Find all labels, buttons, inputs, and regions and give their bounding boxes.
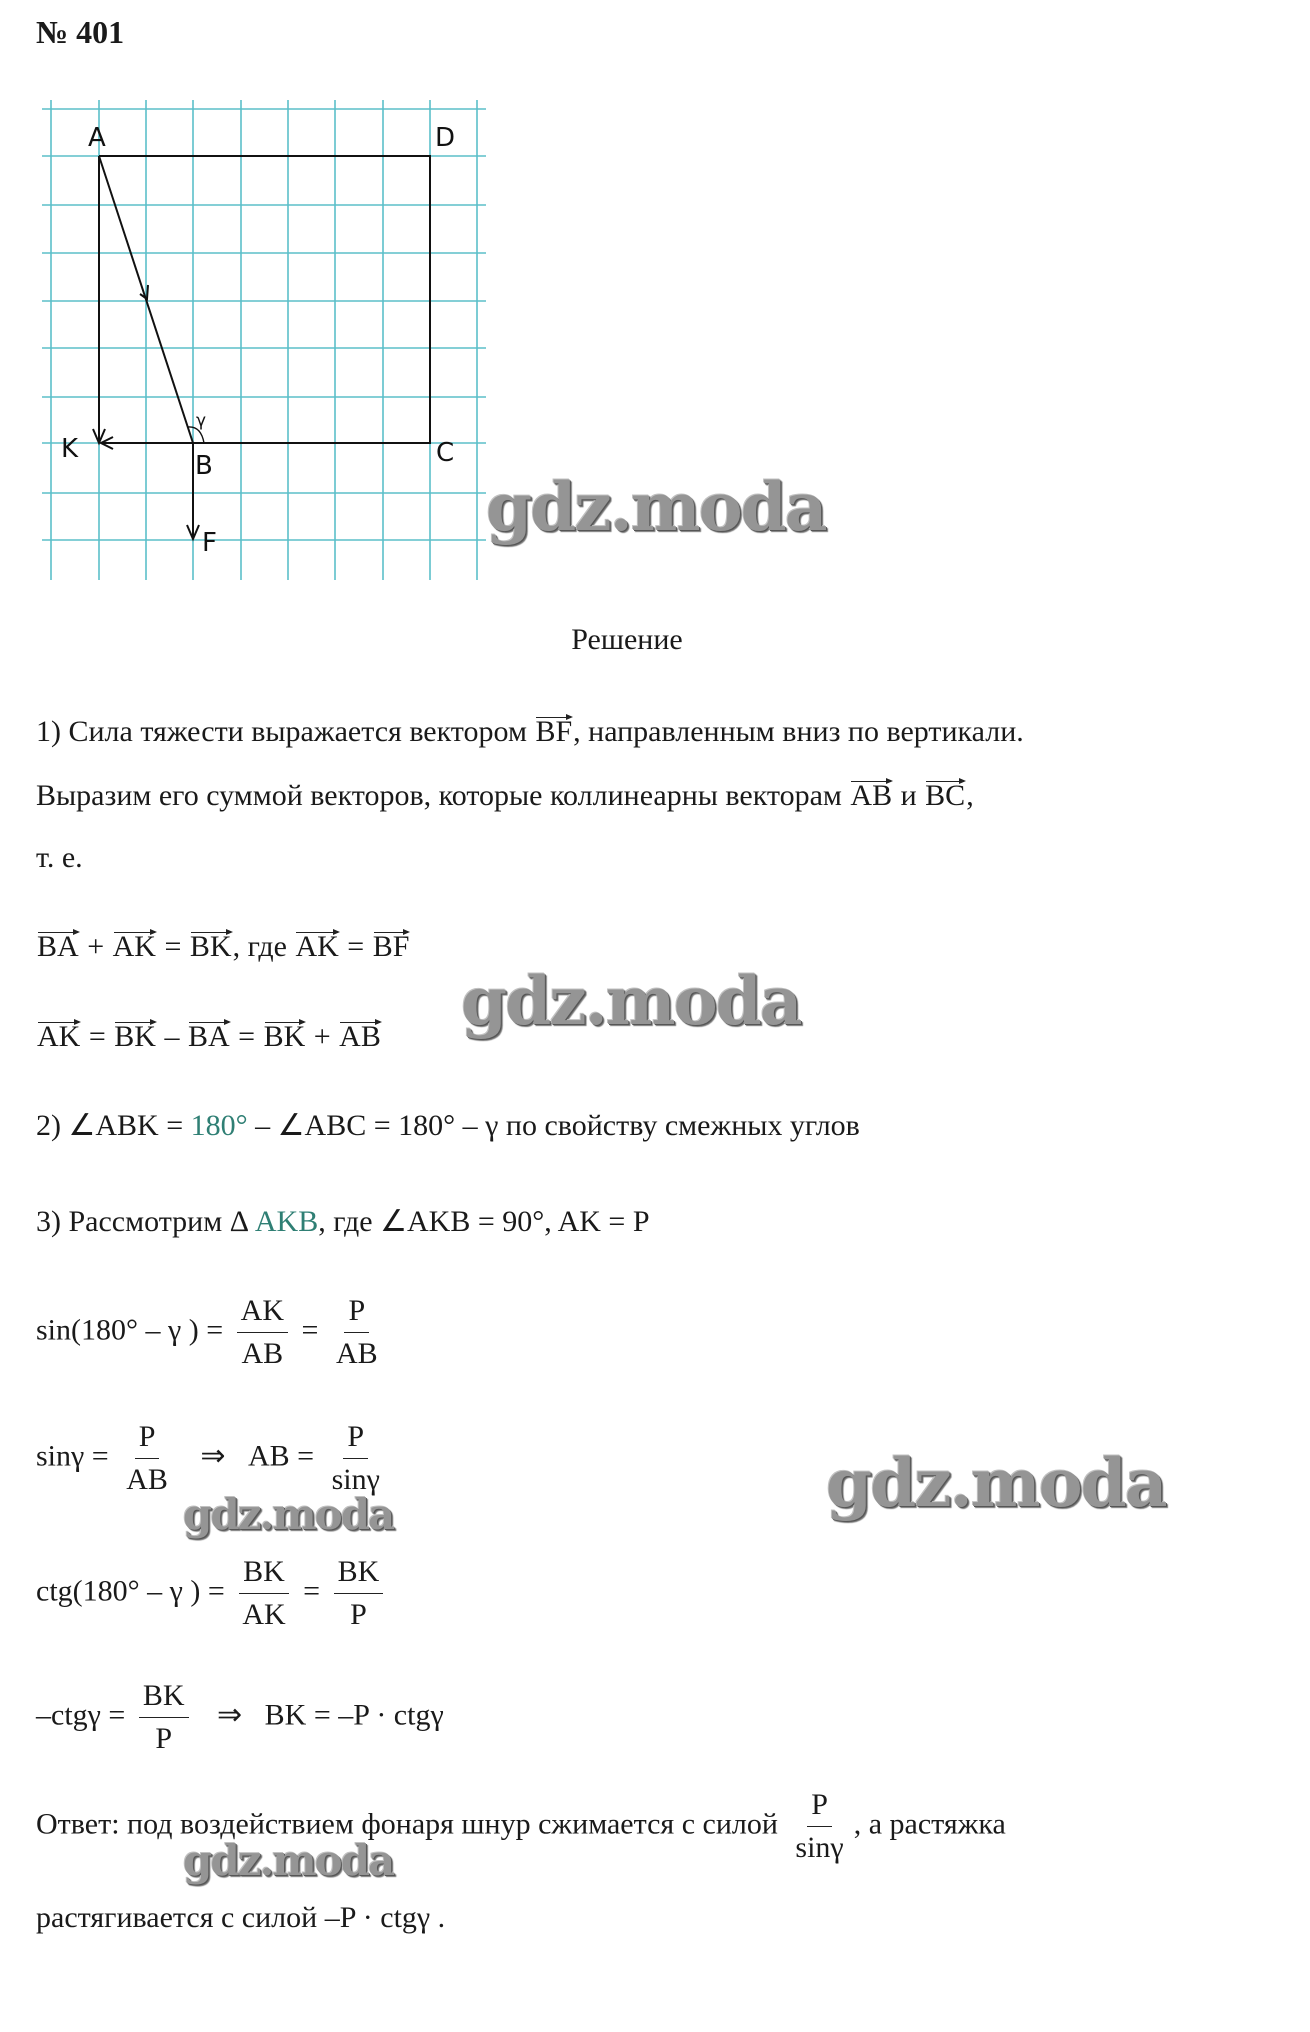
text: AKB [254,1205,319,1238]
label-gamma: γ [196,411,207,431]
fraction [139,1677,189,1758]
vector-AB: AB [850,779,893,812]
text: ctg(180° – γ ) = [36,1574,233,1608]
step2 [36,1108,860,1144]
text: –ctgγ = [36,1698,133,1732]
text: , направленным вниз по вертикали. [573,715,1024,748]
fraction [332,1292,382,1373]
fraction [334,1553,384,1634]
denominator: AB [335,1337,378,1370]
vector: BK [114,1020,156,1053]
numerator: P [135,1418,160,1459]
vector: AK [112,930,156,963]
label-D: D [435,123,456,153]
watermark: gdz.moda [461,962,801,1040]
operator: + [79,930,112,963]
denominator: AB [126,1463,168,1496]
formula-minus-ctg [36,1677,444,1758]
text: 2) ∠ABK = [36,1109,191,1142]
denominator: AB [241,1337,284,1370]
denominator: P [350,1598,367,1631]
equation-2 [36,1019,382,1055]
problem-number: № 401 [36,14,125,50]
label-F: F [202,528,217,558]
watermark: gdz.moda [486,468,826,546]
text: , а растяжка [853,1807,1006,1841]
text: , [966,779,974,812]
step1-line2 [36,778,974,814]
vector: BF [372,930,410,963]
numerator: P [344,1292,369,1333]
grid [42,100,486,580]
vector-BF: BF [535,715,573,748]
label-B: B [195,451,213,481]
text: , где ∠AKB = 90°, AK = P [318,1205,650,1238]
vector-diagram [36,96,496,586]
text: sin(180° – γ ) = [36,1313,231,1347]
answer-line1 [36,1786,1006,1867]
vector: AK [295,930,339,963]
text: ⇒ BK = –P · ctgγ [194,1698,444,1732]
vector: BA [187,1020,230,1053]
vector-BC: BC [925,779,966,812]
label-A: A [88,123,106,153]
fraction [238,1553,289,1634]
numerator: AK [237,1292,288,1333]
text: 1) Сила тяжести выражается вектором [36,715,535,748]
step1-line1 [36,714,1024,750]
fraction [122,1418,172,1499]
numerator: P [343,1418,368,1459]
fraction [237,1292,288,1373]
rectangle-AD-DC-CB [99,156,430,443]
numerator: BK [139,1677,189,1718]
vector: BK [189,930,232,963]
step1-line3: т. е. [36,841,83,874]
vector: AK [37,1020,81,1053]
solution-heading: Решение [571,623,683,656]
formula-sin-180 [36,1292,388,1373]
fraction [328,1418,384,1499]
text: Ответ: под воздействием фонаря шнур сжимается с силой [36,1807,786,1841]
text: Выразим его суммой векторов, которые коллинеарны векторам [36,779,850,812]
text: sinγ = [36,1439,117,1473]
operator: = [230,1020,263,1053]
denominator: sinγ [331,1463,380,1496]
watermark: gdz.moda [183,1836,394,1885]
answer-line2: растягивается с силой –P · ctgγ . [36,1901,446,1934]
text: 3) Рассмотрим Δ [36,1205,255,1238]
text: ⇒ AB = [177,1439,322,1473]
operator: = [81,1020,114,1053]
numerator: BK [334,1553,384,1594]
step3 [36,1204,650,1240]
watermark: gdz.moda [183,1490,394,1539]
text: и [893,779,925,812]
numerator: P [807,1786,832,1827]
numerator: BK [239,1553,289,1594]
operator: – [156,1020,187,1053]
formula-sin-gamma [36,1418,390,1499]
formula-ctg-180 [36,1553,389,1634]
vector: AB [339,1020,381,1053]
label-C: C [436,438,455,468]
text: – ∠ABC = 180° – γ по свойству смежных углов [247,1109,860,1142]
operator: = [294,1313,326,1347]
watermark: gdz.moda [826,1444,1166,1522]
operator: = [295,1574,328,1608]
fraction [791,1786,847,1867]
vector: BA [37,930,79,963]
operator: = [156,930,189,963]
denominator: P [155,1722,173,1755]
denominator: sinγ [795,1831,844,1864]
operator: = [339,930,372,963]
operator: + [306,1020,339,1053]
text: , где [232,930,295,963]
text: 180° [190,1109,248,1142]
equation-1 [36,929,410,965]
denominator: AK [242,1598,286,1631]
vector: BK [263,1020,306,1053]
label-K: K [61,434,79,464]
